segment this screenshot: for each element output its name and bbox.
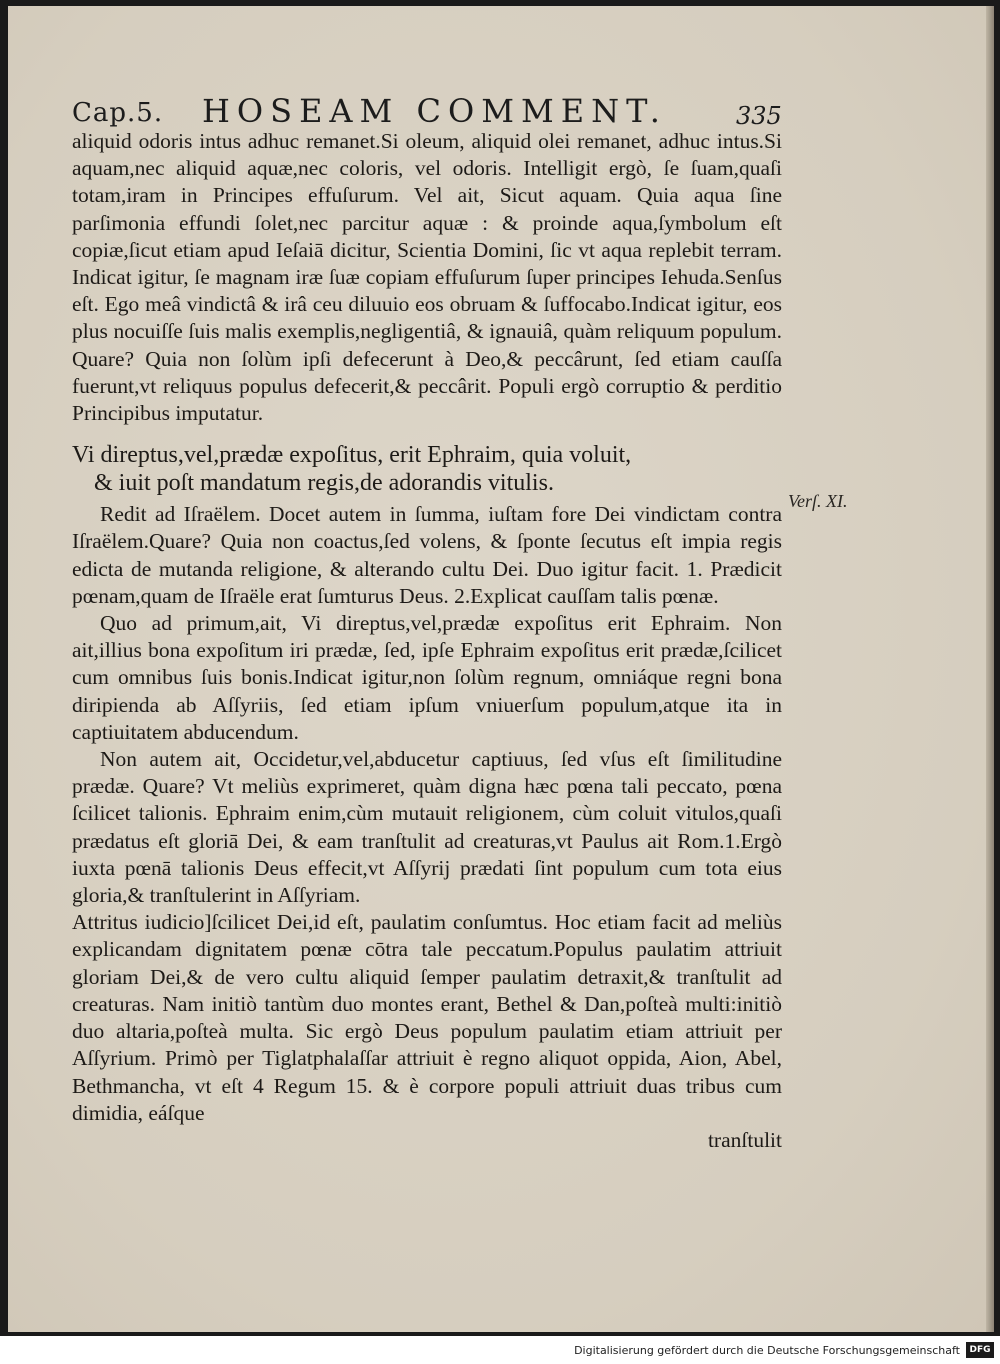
footer-credit: Digitalisierung gefördert durch die Deutsche Forschungsgemeinschaft	[574, 1344, 960, 1357]
verse-line: Vi direptus,vel,prædæ expoſitus, erit Ephraim, quia voluit,	[72, 442, 632, 469]
page-edge	[986, 6, 994, 1332]
catchword: tranſtulit	[707, 1127, 782, 1152]
paragraph: Non autem ait, Occidetur,vel,abducetur captiuus, ſed vſus eſt ſimilitudine prædæ. Quare? Vt meliùs exprimeret, quàm digna hæc pœna tali peccato, pœna ſcilicet talionis. Ephraim enim,cùm mutauit religionem, cùm coluit vitulos,quaſi prædatus eſt gloriā Dei, & eam tranſtulit ad creaturas,vt Paulus ait Rom.1.Ergò iuxta pœnā talionis Deus effecit,vt Aſſyrij prædati ſint populum cum tota eius gloria,& tranſtulerint in Aſſyriam.	[72, 747, 782, 908]
margin-note: Verſ. XI.	[788, 491, 848, 511]
paragraph: Attritus iudicio]ſcilicet Dei,id eſt, paulatim conſumtus. Hoc etiam facit ad meliùs explicandam dignitatem pœnæ cōtra tale peccatum.Populus paulatim attriuit gloriam Dei,& de vero cultu aliquid ſemper paulatim detraxit,& tranſtulit ad creaturas. Nam initiò tantùm duo montes erant, Bethel & Dan,poſteà multi:initiò duo altaria,poſteà multa. Sic ergò Deus populum paulatim etiam attriuit per Aſſyrium. Primò per Tiglatphalaſſar attriuit è regno aliquot oppida, Aion, Abel, Bethmancha, vt eſt 4 Regum 15. & è corpore populi attriuit duas tribus cum dimidia, eáſque	[72, 910, 782, 1125]
body-text	[72, 128, 782, 1154]
verse-heading	[72, 441, 782, 497]
footer-bar	[0, 1336, 1000, 1364]
paragraph: Redit ad Iſraëlem. Docet autem in ſumma, iuſtam fore Dei vindictam contra Iſraëlem.Quare? Quia non coactus,ſed volens, & ſponte ſecutus eſt impia regis edicta de mutanda religione, & alterando cultu Dei. Duo igitur facit. 1. Prædicit pœnam,quam de Iſraële erat ſumturus Deus. 2.Explicat cauſſam talis pœnæ.	[72, 502, 782, 608]
running-title: HOSEAM COMMENT.	[202, 92, 667, 130]
verse-line: & iuit poſt mandatum regis,de adorandis vitulis.	[94, 470, 554, 497]
page-number: 335	[736, 102, 782, 130]
book-page	[8, 6, 994, 1332]
chapter-label: Cap.5.	[72, 98, 164, 128]
running-header	[72, 92, 812, 132]
dfg-logo-icon: DFG	[966, 1342, 994, 1358]
paragraph: aliquid odoris intus adhuc remanet.Si oleum, aliquid olei remanet, adhuc intus.Si aquam,nec aliquid aquæ,nec coloris, vel odoris. Intelligit ergò, ſe ſuam,quaſi totam,iram in Principes effuſurum. Vel ait, Sicut aquam. Quia aqua ſine parſimonia effundi ſolet,nec parcitur aquæ : & proinde aqua,ſymbolum eſt copiæ,ſicut etiam apud Ieſaiā dicitur, Scientia Domini, ſic vt aqua replebit terram. Indicat igitur, ſe magnam iræ ſuæ copiam effuſurum ſuper principes Iehuda.Senſus eſt. Ego meâ vindictâ & irâ ceu diluuio eos obruam & ſuffocabo.Indicat igitur, eos plus nocuiſſe ſuis malis exemplis,negligentiâ, & ignauiâ, quàm reliquum populum. Quare? Quia non ſolùm ipſi defecerunt à Deo,& peccârunt, ſed etiam cauſſa fuerunt,vt reliquus populus defecerit,& peccârit. Populi ergò corruptio & perditio Principibus imputatur.	[72, 129, 782, 426]
paragraph: Quo ad primum,ait, Vi direptus,vel,prædæ expoſitus erit Ephraim. Non ait,illius bona expoſitum iri prædæ, ſed, ipſe Ephraim expoſitus erit prædæ,ſcilicet cum omnibus ſuis bonis.Indicat igitur,non ſolùm regnum, omniáque regni bona diripienda ab Aſſyriis, ſed etiam ipſum vniuerſum populum,atque ita in captiuitatem abducendum.	[72, 611, 782, 744]
